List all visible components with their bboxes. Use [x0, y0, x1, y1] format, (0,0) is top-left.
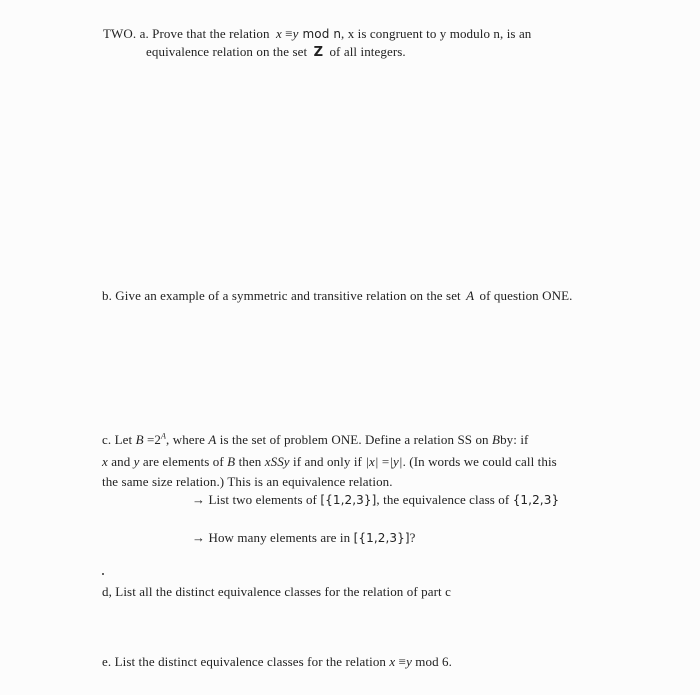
problem-c-bullet-1 [192, 492, 559, 508]
math-x: x [276, 26, 282, 41]
d-text: d, List all the distinct equivalence classes for the relation of part c [102, 584, 451, 599]
e-math-equiv: ≡ [395, 654, 407, 669]
problem-two-a-line-1 [103, 26, 531, 42]
problem-e-line [102, 654, 452, 670]
e-suffix: . [448, 654, 453, 669]
c-let: c. Let [102, 432, 133, 447]
c-sup-A: A [161, 431, 166, 441]
two-a-line2-prefix: equivalence relation on the set [146, 44, 308, 59]
stray-mark [102, 573, 104, 575]
b-set-A: A [466, 288, 475, 303]
c-abs-x: |x| [365, 454, 379, 469]
b-suffix: of question ONE. [479, 288, 573, 303]
problem-c-bullet-2 [192, 530, 416, 546]
math-y: y [292, 26, 299, 41]
c-math-B: B [135, 432, 144, 447]
c-define: is the set of problem ONE. Define a relation SS on [219, 432, 489, 447]
c-bullet2-q: ? [409, 530, 416, 545]
c-eq: = [378, 454, 390, 469]
e-math-y: y [406, 654, 412, 669]
e-math-mod6: mod 6 [411, 654, 449, 669]
c-iff: if and only if [293, 454, 362, 469]
arrow-right-icon: → [192, 530, 206, 545]
b-prefix: b. Give an example of a symmetric and transitive relation on the set [102, 288, 461, 303]
math-mod-n: mod n [298, 27, 342, 41]
integers-set-symbol: Z [313, 45, 324, 60]
c-by-if: by: if [500, 432, 529, 447]
c-bullet1-text: List two elements of [208, 492, 317, 507]
c-bullet1-mid: , the equivalence class of [376, 492, 510, 507]
problem-d-line [102, 584, 451, 600]
c-bullet2-class: [{1,2,3}] [353, 531, 410, 545]
c-abs-y: |y| [389, 454, 403, 469]
c-math-B3: B [227, 454, 236, 469]
two-a-suffix: , x is congruent to y modulo n, is an [341, 26, 532, 41]
two-a-line2-suffix: of all integers. [329, 44, 406, 59]
c-math-x: x [102, 454, 108, 469]
c-in-words: . (In words we could call this [402, 454, 557, 469]
c-math-A: A [208, 432, 217, 447]
e-prefix: e. List the distinct equivalence classes for the relation [102, 654, 387, 669]
math-equiv: ≡ [281, 26, 293, 41]
c-then: then [238, 454, 262, 469]
arrow-right-icon: → [192, 492, 206, 507]
problem-c-line-2 [102, 454, 557, 470]
c-where: , where [166, 432, 205, 447]
c-eq-2: =2 [143, 432, 161, 447]
c-same-size: the same size relation.) This is an equivalence relation. [102, 474, 393, 489]
c-math-B2: B [492, 432, 501, 447]
problem-c-line-3 [102, 474, 393, 490]
c-math-xssy: xSSy [264, 454, 290, 469]
c-are-elements: are elements of [142, 454, 224, 469]
c-bullet1-class: [{1,2,3}] [320, 493, 377, 507]
c-and: and [111, 454, 131, 469]
two-a-prefix: TWO. a. Prove that the relation [103, 26, 270, 41]
problem-c-line-1 [102, 432, 528, 448]
c-math-y: y [133, 454, 140, 469]
e-math-x: x [389, 654, 396, 669]
c-bullet1-set: {1,2,3} [512, 493, 560, 507]
c-bullet2-text: How many elements are in [208, 530, 351, 545]
problem-two-a-line-2 [146, 44, 406, 61]
problem-b-line [102, 288, 573, 304]
